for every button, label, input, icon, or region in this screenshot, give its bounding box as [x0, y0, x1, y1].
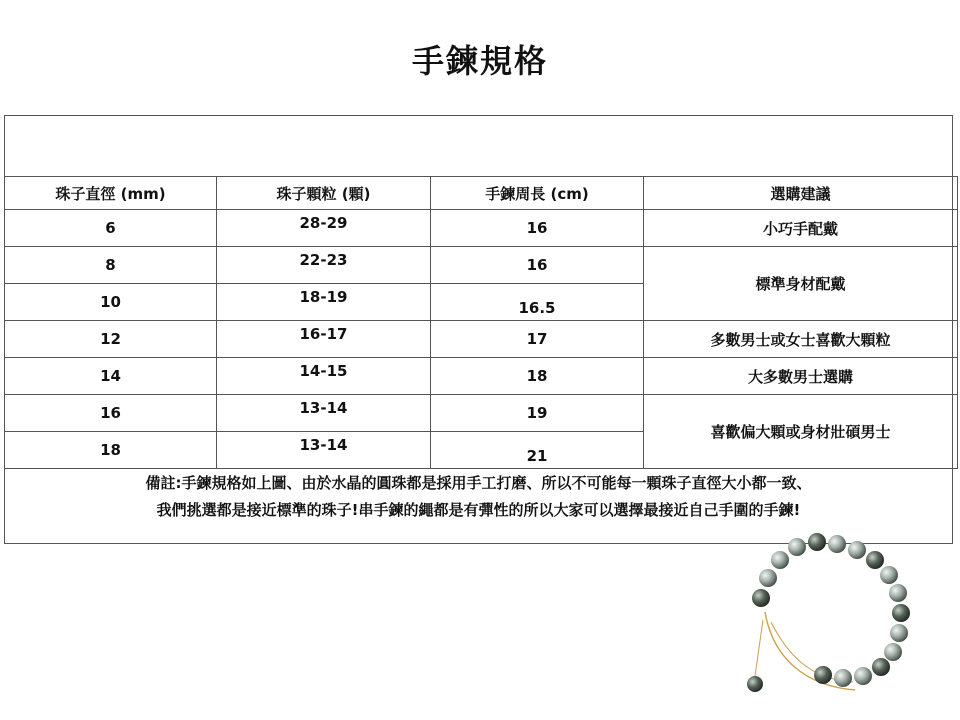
- cell-diameter: 14: [5, 358, 217, 395]
- cell-advice: 小巧手配戴: [644, 210, 958, 247]
- cell-diameter: 12: [5, 321, 217, 358]
- table-row: [5, 395, 958, 432]
- cell-count: 18-19: [217, 284, 431, 321]
- cell-count: 14-15: [217, 358, 431, 395]
- cell-count: 13-14: [217, 432, 431, 469]
- cell-diameter: 8: [5, 247, 217, 284]
- cell-diameter: 6: [5, 210, 217, 247]
- table-row: [5, 210, 958, 247]
- cell-advice: 標準身材配戴: [644, 247, 958, 321]
- cell-length: 18: [431, 358, 644, 395]
- cell-count: 28-29: [217, 210, 431, 247]
- header-purchase-advice: 選購建議: [644, 177, 958, 210]
- notes-line-2: 我們挑選都是接近標準的珠子!串手鍊的繩都是有彈性的所以大家可以選擇最接近自己手圍的手鍊!: [156, 501, 801, 519]
- cell-advice: 多數男士或女士喜歡大顆粒: [644, 321, 958, 358]
- cell-length: 17: [431, 321, 644, 358]
- cell-diameter: 16: [5, 395, 217, 432]
- cell-length: 16: [431, 210, 644, 247]
- bracelet-photo: [735, 530, 935, 710]
- cell-advice: 大多數男士選購: [644, 358, 958, 395]
- cell-length: 19: [431, 395, 644, 432]
- table-row: [5, 358, 958, 395]
- notes-line-1: 備註:手鍊規格如上圖、由於水晶的圓珠都是採用手工打磨、所以不可能每一顆珠子直徑大小都一致、: [145, 474, 812, 492]
- header-bead-diameter: 珠子直徑 (mm): [5, 177, 217, 210]
- cell-length: 21: [431, 432, 644, 469]
- page-title: 手鍊規格: [411, 42, 548, 80]
- cell-count: 13-14: [217, 395, 431, 432]
- cell-length: 16.5: [431, 284, 644, 321]
- header-bracelet-length: 手鍊周長 (cm): [431, 177, 644, 210]
- cell-count: 22-23: [217, 247, 431, 284]
- spec-table: [4, 176, 958, 469]
- header-bead-count: 珠子顆粒 (顆): [217, 177, 431, 210]
- cell-diameter: 18: [5, 432, 217, 469]
- cell-diameter: 10: [5, 284, 217, 321]
- cell-length: 16: [431, 247, 644, 284]
- table-row: [5, 247, 958, 284]
- table-header-row: [5, 177, 958, 210]
- table-row: [5, 321, 958, 358]
- cell-advice: 喜歡偏大顆或身材壯碩男士: [644, 395, 958, 469]
- cell-count: 16-17: [217, 321, 431, 358]
- notes: [4, 470, 953, 524]
